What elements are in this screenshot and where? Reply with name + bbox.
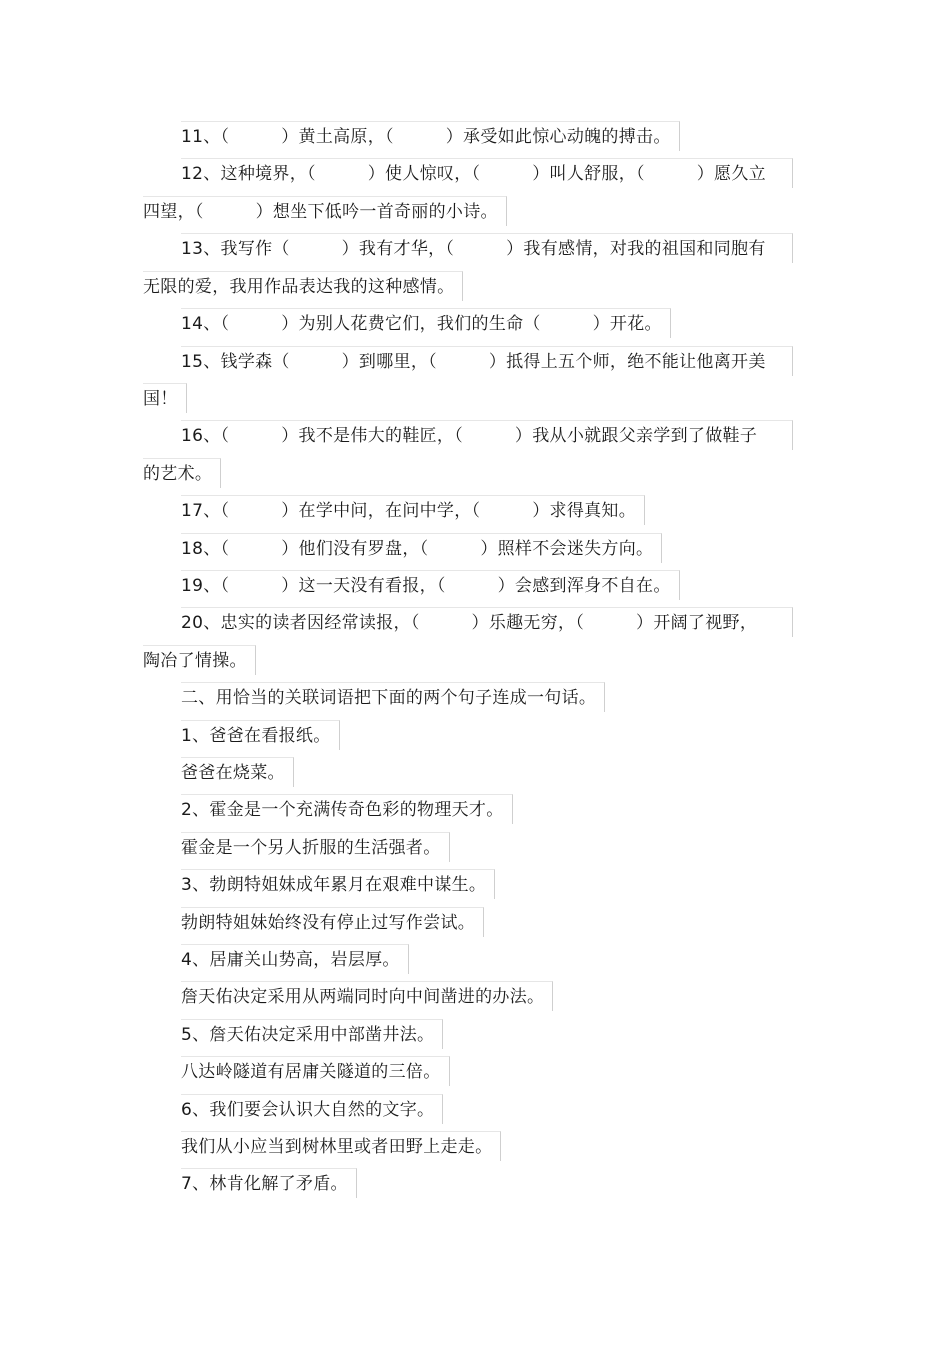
item-6-sentence-a: 6、我们要会认识大自然的文字。 (181, 1094, 443, 1124)
text-line-q16: 16、（ ）我不是伟大的鞋匠，（ ）我从小就跟父亲学到了做鞋子 (181, 420, 793, 450)
text-line-q20-cont: 陶冶了情操。 (143, 645, 256, 675)
item-4-sentence-a: 4、居庸关山势高，岩层厚。 (181, 944, 409, 974)
item-2-sentence-a: 2、霍金是一个充满传奇色彩的物理天才。 (181, 794, 513, 824)
text-line-q19: 19、（ ）这一天没有看报，（ ）会感到浑身不自在。 (181, 570, 680, 600)
text-line-q20: 20、忠实的读者因经常读报，（ ）乐趣无穷，（ ）开阔了视野， (181, 607, 793, 637)
text-line-q13: 13、我写作（ ）我有才华，（ ）我有感情，对我的祖国和同胞有 (181, 233, 793, 263)
item-4-sentence-b: 詹天佑决定采用从两端同时向中间凿进的办法。 (181, 981, 553, 1011)
item-2-sentence-b: 霍金是一个另人折服的生活强者。 (181, 832, 450, 862)
item-5-sentence-b: 八达岭隧道有居庸关隧道的三倍。 (181, 1056, 450, 1086)
text-line-q12: 12、这种境界，（ ）使人惊叹，（ ）叫人舒服，（ ）愿久立 (181, 158, 793, 188)
item-1-sentence-b: 爸爸在烧菜。 (181, 757, 294, 787)
item-6-sentence-b: 我们从小应当到树林里或者田野上走走。 (181, 1131, 501, 1161)
text-line-q18: 18、（ ）他们没有罗盘，（ ）照样不会迷失方向。 (181, 533, 662, 563)
item-3-sentence-a: 3、勃朗特姐妹成年累月在艰难中谋生。 (181, 869, 495, 899)
item-5-sentence-a: 5、詹天佑决定采用中部凿井法。 (181, 1019, 443, 1049)
text-line-q15-cont: 国！ (143, 383, 187, 413)
text-line-q12-cont: 四望，（ ）想坐下低吟一首奇丽的小诗。 (143, 196, 507, 226)
item-3-sentence-b: 勃朗特姐妹始终没有停止过写作尝试。 (181, 907, 484, 937)
text-line-q16-cont: 的艺术。 (143, 458, 221, 488)
text-line-q15: 15、钱学森（ ）到哪里，（ ）抵得上五个师，绝不能让他离开美 (181, 346, 793, 376)
item-1-sentence-a: 1、爸爸在看报纸。 (181, 720, 340, 750)
text-line-q17: 17、（ ）在学中问，在问中学，（ ）求得真知。 (181, 495, 645, 525)
text-line-q14: 14、（ ）为别人花费它们，我们的生命（ ）开花。 (181, 308, 671, 338)
item-7-sentence-a: 7、林肯化解了矛盾。 (181, 1168, 357, 1198)
text-line-q13-cont: 无限的爱，我用作品表达我的这种感情。 (143, 271, 463, 301)
section-heading-2: 二、用恰当的关联词语把下面的两个句子连成一句话。 (181, 682, 605, 712)
text-line-q11: 11、（ ）黄土高原，（ ）承受如此惊心动魄的搏击。 (181, 121, 680, 151)
